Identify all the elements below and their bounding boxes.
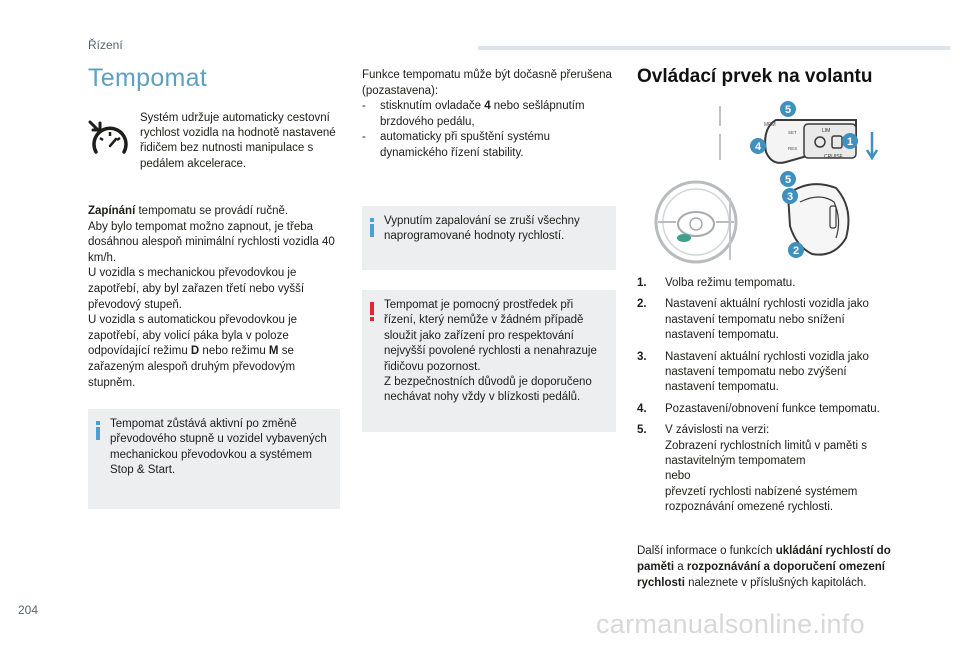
svg-text:4: 4 [754,141,762,153]
svg-text:3: 3 [786,191,794,203]
min-speed-text: Aby bylo tempomat možno zapnout, je třeba dosáhnou alespoň minimální rychlosti vozidla 40 km/h. [88,220,335,264]
svg-text:2: 2 [792,245,800,257]
info-icon [370,218,374,237]
more-info-text: Další informace o funkcích ukládání rychlostí do paměti a rozpoznávání a doporučení omezení rychlosti naleznete v příslušných kapitolách. [637,545,891,589]
info-icon [96,421,100,440]
automatic-gearbox-text: U vozidla s automatickou převodovkou je zapotřebí, aby volicí páka byla v poloze odpovídající režimu D nebo režimu M se zařazeným alespoň druhým převodovým stupněm. [88,314,298,389]
suspend-item: - automaticky při spuštění systému dynamického řízení stability. [362,131,551,159]
lever-label-mem: MEM [764,122,776,128]
lever-label-cruise: CRUISE [824,154,843,160]
warning-icon [370,302,374,321]
speedometer-icon [88,118,132,158]
switch-on-text: Zapínání tempomatu se provádí ručně. Aby bylo tempomat možno zapnout, je třeba dosáhnou alespoň minimální rychlosti vozidla 40 km/h. U vozidla s mechanickou převodovkou je zapotřebí, aby byl zařazen třetí nebo vyšší převodový stupeň. U vozidla s automatickou převodovkou je zapotřebí, aby volicí páka byla v poloze odpovídající režimu D nebo režimu M se zařazeným alespoň druhým převodovým stupněm. [88,204,344,391]
suspend-item: - stisknutím ovladače 4 nebo sešlápnutím brzdového pedálu, [362,100,585,128]
switch-on-label: Zapínání [88,205,136,217]
list-item: 2. Nastavení aktuální rychlosti vozidla jako nastavení tempomatu nebo snížení nastavení tempomatu. [637,298,869,342]
intro-paragraph: Systém udržuje automaticky cestovní rychlost vozidla na hodnotě nastavené řidičem bez nutnosti manipulace s pedálem akcelerace. [140,112,336,170]
info-note-gear: Tempomat zůstává aktivní po změně převodového stupně u vozidel vybavených mechanickou převodovkou a systémem Stop & Start. [88,409,340,509]
steering-control-illustration [650,98,890,266]
lever-label-lim: LIM [822,128,831,134]
page-number: 204 [18,603,39,617]
svg-text:5: 5 [784,174,792,186]
lever-label-res: RES [788,146,798,151]
list-item: 1. Volba režimu tempomatu. [637,277,796,289]
suspend-text: Funkce tempomatu může být dočasně přerušena (pozastavena): - stisknutím ovladače 4 nebo sešlápnutím brzdového pedálu, - automaticky při spuštění systému dynamického řízení stability. [362,68,617,162]
header-divider [478,46,950,50]
steering-heading: Ovládací prvek na volantu [637,66,873,87]
watermark: carmanualsonline.info [596,609,865,639]
control-list [637,276,887,522]
info-note-ignition: Vypnutím zapalování se zruší všechny naprogramované hodnoty rychlostí. [362,206,616,270]
svg-text:1: 1 [846,136,854,148]
svg-text:5: 5 [784,104,792,116]
page-title: Tempomat [88,64,208,92]
lever-label-set: SET [788,130,797,135]
list-item: 3. Nastavení aktuální rychlosti vozidla jako nastavení tempomatu nebo zvýšení nastavení tempomatu. [637,350,869,394]
section-title: Řízení [88,38,123,52]
list-item: 4. Pozastavení/obnovení funkce tempomatu. [637,402,880,415]
warning-note: Tempomat je pomocný prostředek při řízení, který nemůže v žádném případě sloužit jako zařízení pro respektování nejvyšší povolené rychlosti a nenahrazuje řidičovu pozornost. Z bezpečnostních důvodů je doporučeno nechávat nohy vždy v blízkosti pedálů. [362,290,616,432]
manual-gearbox-text: U vozidla s mechanickou převodovkou je zapotřebí, aby byl zařazen třetí nebo vyšší převodový stupeň. [88,267,305,311]
list-item: 5. V závislosti na verzi: Zobrazení rychlostních limitů v paměti s nastavitelným tempomatem nebo převzetí rychlosti nabízené systémem rozpoznávání omezené rychlosti. [637,424,867,514]
